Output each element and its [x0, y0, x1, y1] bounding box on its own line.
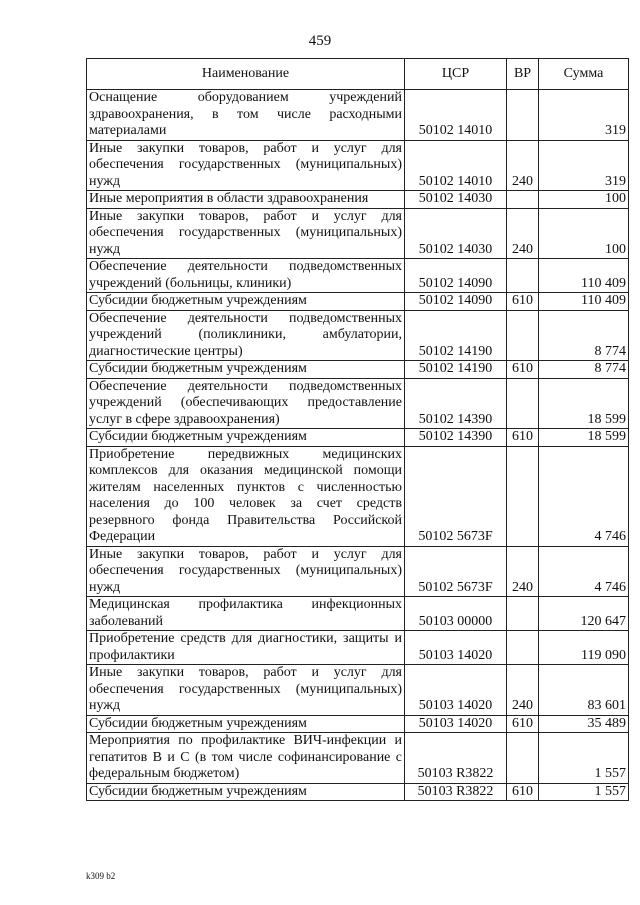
- row-sum-cell: 100: [539, 191, 629, 209]
- row-csr-cell: 50102 14010: [405, 140, 507, 191]
- row-name-cell: Иные мероприятия в области здравоохранения: [87, 191, 405, 209]
- row-sum-cell: 35 489: [539, 715, 629, 733]
- row-sum-cell: 4 746: [539, 446, 629, 546]
- table-row: [87, 310, 629, 361]
- row-name-cell: Иные закупки товаров, работ и услуг для обеспечения государственных (муниципальных) нужд: [87, 546, 405, 597]
- row-vr-cell: 610: [507, 715, 539, 733]
- row-name-cell: Иные закупки товаров, работ и услуг для обеспечения государственных (муниципальных) нужд: [87, 665, 405, 716]
- row-sum-cell: 119 090: [539, 631, 629, 665]
- row-name-cell: Субсидии бюджетным учреждениям: [87, 783, 405, 801]
- row-name-cell: Приобретение передвижных медицинских комплексов для оказания медицинской помощи жителям населенных пунктов с численностью населения до 100 человек за счет средств резервного фонда Правительства Российской Федерации: [87, 446, 405, 546]
- row-csr-cell: 50102 14190: [405, 361, 507, 379]
- row-name-cell: Субсидии бюджетным учреждениям: [87, 429, 405, 447]
- row-name-cell: Иные закупки товаров, работ и услуг для обеспечения государственных (муниципальных) нужд: [87, 208, 405, 259]
- row-vr-cell: 240: [507, 546, 539, 597]
- row-csr-cell: 50102 14190: [405, 310, 507, 361]
- row-csr-cell: 50102 14090: [405, 259, 507, 293]
- row-csr-cell: 50102 14390: [405, 429, 507, 447]
- table-row: [87, 140, 629, 191]
- budget-table: [86, 58, 629, 801]
- table-body: [87, 90, 629, 801]
- row-csr-cell: 50102 5673F: [405, 446, 507, 546]
- row-name-cell: Обеспечение деятельности подведомственных учреждений (больницы, клиники): [87, 259, 405, 293]
- row-sum-cell: 100: [539, 208, 629, 259]
- table-row: [87, 631, 629, 665]
- table-row: [87, 546, 629, 597]
- row-sum-cell: 18 599: [539, 429, 629, 447]
- row-sum-cell: 8 774: [539, 361, 629, 379]
- row-csr-cell: 50102 14030: [405, 191, 507, 209]
- row-csr-cell: 50102 14390: [405, 378, 507, 429]
- row-vr-cell: [507, 259, 539, 293]
- row-sum-cell: 4 746: [539, 546, 629, 597]
- row-name-cell: Мероприятия по профилактике ВИЧ-инфекции и гепатитов В и С (в том числе софинансирование с федеральным бюджетом): [87, 733, 405, 784]
- row-csr-cell: 50102 14030: [405, 208, 507, 259]
- row-csr-cell: 50102 5673F: [405, 546, 507, 597]
- table-row: [87, 733, 629, 784]
- row-sum-cell: 1 557: [539, 783, 629, 801]
- row-vr-cell: 240: [507, 140, 539, 191]
- header-sum: Сумма: [539, 59, 629, 90]
- table-row: [87, 361, 629, 379]
- row-sum-cell: 319: [539, 140, 629, 191]
- row-vr-cell: 610: [507, 429, 539, 447]
- row-csr-cell: 50102 14010: [405, 90, 507, 141]
- row-sum-cell: 18 599: [539, 378, 629, 429]
- row-vr-cell: [507, 90, 539, 141]
- row-csr-cell: 50103 14020: [405, 631, 507, 665]
- table-row: [87, 259, 629, 293]
- row-sum-cell: 1 557: [539, 733, 629, 784]
- row-vr-cell: [507, 597, 539, 631]
- table-row: [87, 597, 629, 631]
- table-row: [87, 715, 629, 733]
- row-sum-cell: 110 409: [539, 259, 629, 293]
- row-name-cell: Иные закупки товаров, работ и услуг для обеспечения государственных (муниципальных) нужд: [87, 140, 405, 191]
- header-csr: ЦСР: [405, 59, 507, 90]
- row-name-cell: Медицинская профилактика инфекционных заболеваний: [87, 597, 405, 631]
- table-row: [87, 783, 629, 801]
- table-row: [87, 446, 629, 546]
- row-name-cell: Субсидии бюджетным учреждениям: [87, 361, 405, 379]
- row-name-cell: Приобретение средств для диагностики, защиты и профилактики: [87, 631, 405, 665]
- row-csr-cell: 50103 R3822: [405, 733, 507, 784]
- row-sum-cell: 110 409: [539, 293, 629, 311]
- row-name-cell: Обеспечение деятельности подведомственных учреждений (обеспечивающих предоставление услуг в сфере здравоохранения): [87, 378, 405, 429]
- row-name-cell: Обеспечение деятельности подведомственных учреждений (поликлиники, амбулатории, диагностические центры): [87, 310, 405, 361]
- table-row: [87, 208, 629, 259]
- row-csr-cell: 50103 14020: [405, 715, 507, 733]
- row-csr-cell: 50103 14020: [405, 665, 507, 716]
- row-sum-cell: 120 647: [539, 597, 629, 631]
- row-csr-cell: 50103 00000: [405, 597, 507, 631]
- row-vr-cell: 240: [507, 665, 539, 716]
- row-vr-cell: 610: [507, 361, 539, 379]
- footer-code: k309 b2: [86, 871, 116, 881]
- row-vr-cell: [507, 631, 539, 665]
- table-row: [87, 90, 629, 141]
- header-name: Наименование: [87, 59, 405, 90]
- table-row: [87, 429, 629, 447]
- row-vr-cell: [507, 378, 539, 429]
- row-name-cell: Субсидии бюджетным учреждениям: [87, 293, 405, 311]
- row-vr-cell: [507, 310, 539, 361]
- row-vr-cell: 610: [507, 293, 539, 311]
- row-sum-cell: 319: [539, 90, 629, 141]
- row-sum-cell: 83 601: [539, 665, 629, 716]
- row-vr-cell: 610: [507, 783, 539, 801]
- row-vr-cell: [507, 733, 539, 784]
- header-vr: ВР: [507, 59, 539, 90]
- row-vr-cell: [507, 446, 539, 546]
- row-vr-cell: 240: [507, 208, 539, 259]
- table-row: [87, 293, 629, 311]
- row-csr-cell: 50103 R3822: [405, 783, 507, 801]
- table-row: [87, 191, 629, 209]
- row-sum-cell: 8 774: [539, 310, 629, 361]
- row-name-cell: Субсидии бюджетным учреждениям: [87, 715, 405, 733]
- row-csr-cell: 50102 14090: [405, 293, 507, 311]
- row-vr-cell: [507, 191, 539, 209]
- table-row: [87, 665, 629, 716]
- page-number: 459: [308, 33, 332, 49]
- table-row: [87, 378, 629, 429]
- row-name-cell: Оснащение оборудованием учреждений здравоохранения, в том числе расходными материалами: [87, 90, 405, 141]
- table-header-row: [87, 59, 629, 90]
